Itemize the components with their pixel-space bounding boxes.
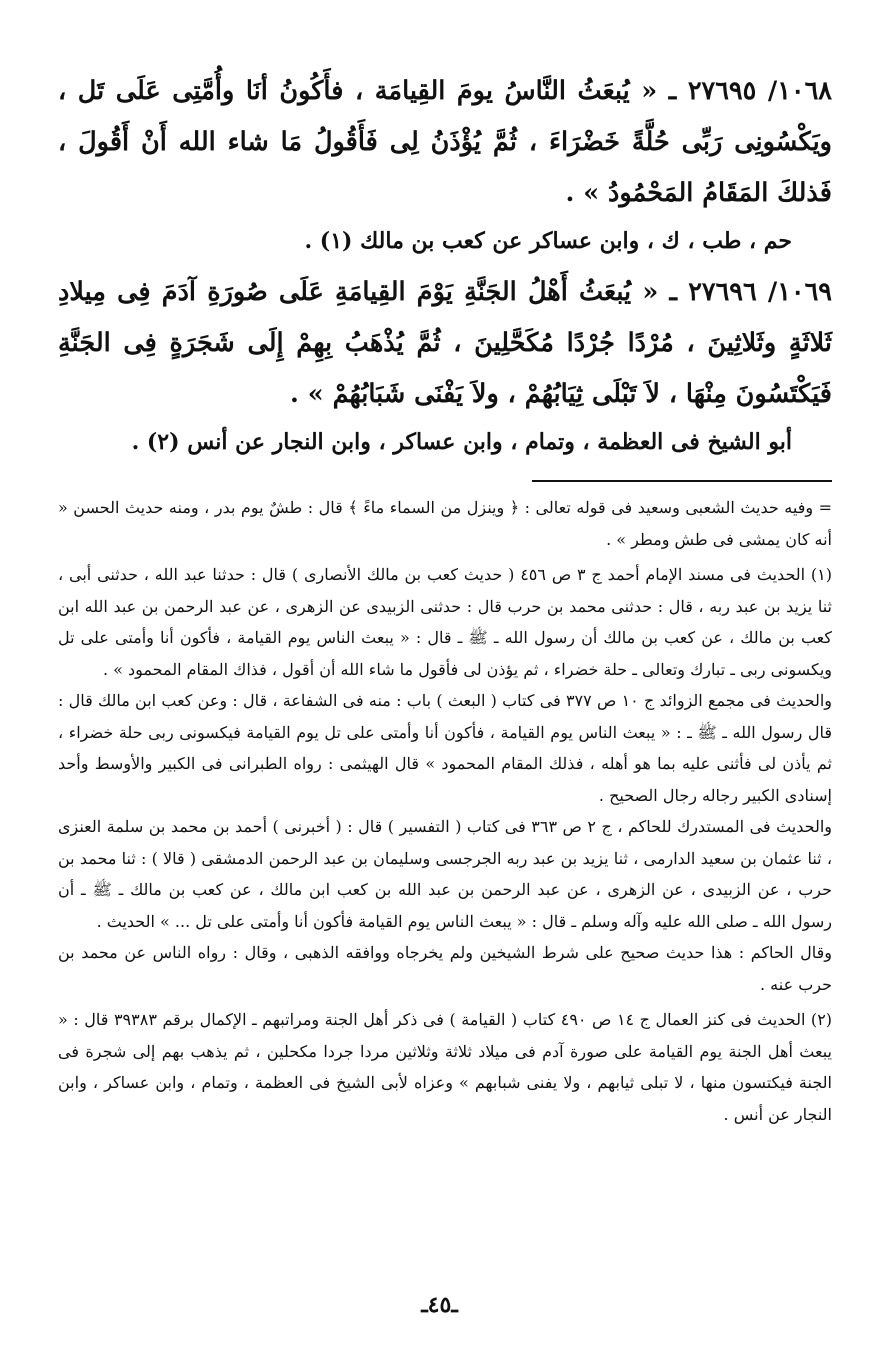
document-page <box>58 66 832 1130</box>
footnote-1-musnad: (١) الحديث فى مسند الإمام أحمد ج ٣ ص ٤٥٦ ( حديث كعب بن مالك الأنصارى ) قال : حدثنا عبد الله ، حدثنى أبى ، ثنا يزيد بن عبد ربه ، قال : حدثنى محمد بن حرب قال : حدثنى الزبيدى عن الزهرى ، عن عبد الرحمن بن عبد الله ابن كعب بن مالك ، عن كعب بن مالك أن رسول الله ـ ﷺ ـ قال : « يبعث الناس يوم القيامة ، فأكون أنا وأمتى على تل ويكسونى ربى ـ تبارك وتعالى ـ حلة خضراء ، ثم يؤذن لى فأقول ما شاء الله أن أقول ، فذاك المقام المحمود » . <box>58 565 833 679</box>
hadith-1069-source: أبو الشيخ فى العظمة ، وتمام ، وابن عساكر ، وابن النجار عن أنس (٢) . <box>131 429 792 455</box>
hadith-1068: ١٠٦٨/ ٢٧٦٩٥ ـ « يُبعَثُ النَّاسُ يومَ القِيامَة ، فأَكُونُ أنَا وأُمَّتِى عَلَى تَل ، ويَكْسُونِى رَبِّى حُلَّةً خَضْرَاءَ ، ثُمَّ يُؤْذَنُ لِى فَأَقُولُ مَا شاء الله أَنْ أَقُولَ ، فَذلكَ المَقَامُ المَحْمُودُ » . <box>58 76 832 208</box>
footnote-1-majma: والحديث فى مجمع الزوائد ج ١٠ ص ٣٧٧ فى كتاب ( البعث ) باب : منه فى الشفاعة ، قال : وعن كعب ابن مالك قال : قال رسول الله ـ ﷺ ـ : « يبعث الناس يوم القيامة ، فأكون أنا وأمتى على تل يوم القيامة فيكسونى ربى حلة خضراء ، ثم يأذن لى فأثنى عليه بما هو أهله ، فذلك المقام المحمود » قال الهيثمى : رواه الطبرانى فى الكبير والأوسط وأحد إسنادى الكبير رجاله رجال الصحيح . <box>58 691 833 805</box>
footnote-1-mustadrak: والحديث فى المستدرك للحاكم ، ج ٢ ص ٣٦٣ فى كتاب ( التفسير ) قال : ( أخبرنى ) أحمد بن محمد بن سلمة العنزى ، ثنا عثمان بن سعيد الدارمى ، ثنا يزيد بن عبد ربه الجرجسى وسليمان بن عبد الرحمن الدمشقى ( قالا ) : ثنا محمد بن حرب ، عن الزبيدى ، عن الزهرى ، عن عبد الرحمن بن عبد الله بن كعب ابن مالك ، عن كعب بن مالك ـ ﷺ ـ أن رسول الله ـ صلى الله عليه وآله وسلم ـ قال : « يبعث الناس يوم القيامة فأكون أنا وأمتى على تل ... » الحديث . <box>58 817 833 931</box>
footnote-1-hakim-comment: وقال الحاكم : هذا حديث صحيح على شرط الشيخين ولم يخرجاه ووافقه الذهبى ، وقال : رواه الناس عن محمد بن حرب عنه . <box>58 943 832 994</box>
footnotes <box>58 492 832 1130</box>
footnote-2-kanz: (٢) الحديث فى كنز العمال ج ١٤ ص ٤٩٠ كتاب ( القيامة ) فى ذكر أهل الجنة ومراتبهم ـ الإكمال برقم ٣٩٣٨٣ قال : « يبعث أهل الجنة يوم القيامة على صورة آدم فى ميلاد ثلاثة وثلاثين مردا جردا مكحلين ، ثم يذهب بهم إلى شجرة فى الجنة فيكتسون منها ، لا تبلى ثيابهم ، ولا يفنى شبابهم » وعزاه لأبى الشيخ فى العظمة ، وتمام ، وابن عساكر ، وابن النجار عن أنس . <box>58 1010 833 1124</box>
page-number: ـ٤٥ـ <box>421 1292 458 1318</box>
footnote-divider <box>532 480 832 482</box>
footnote-continuation: = وفيه حديث الشعبى وسعيد فى قوله تعالى : ﴿ وينزل من السماء ماءً ﴾ قال : طشٌ يوم بدر ، ومنه حديث الحسن « أنه كان يمشى فى طش ومطر » . <box>58 498 832 549</box>
hadith-1068-source: حم ، طب ، ك ، وابن عساكر عن كعب بن مالك (١) . <box>304 228 792 254</box>
hadith-1069: ١٠٦٩/ ٢٧٦٩٦ ـ « يُبعَثُ أَهْلُ الجَنَّةِ يَوْمَ القِيامَةِ عَلَى صُورَةِ آدَمَ فِى مِيلادِ ثَلاثَةٍ وثَلاثِينَ ، مُرْدًا جُرْدًا مُكَحَّلِينَ ، ثُمَّ يُذْهَبُ بِهِمْ إِلَى شَجَرَةٍ فِى الجَنَّةِ فَيَكْتَسُونَ مِنْهَا ، لاَ تَبْلَى ثِيَابُهُمْ ، ولاَ يَفْنَى شَبَابُهُمْ » . <box>58 277 832 409</box>
main-text <box>58 66 832 464</box>
